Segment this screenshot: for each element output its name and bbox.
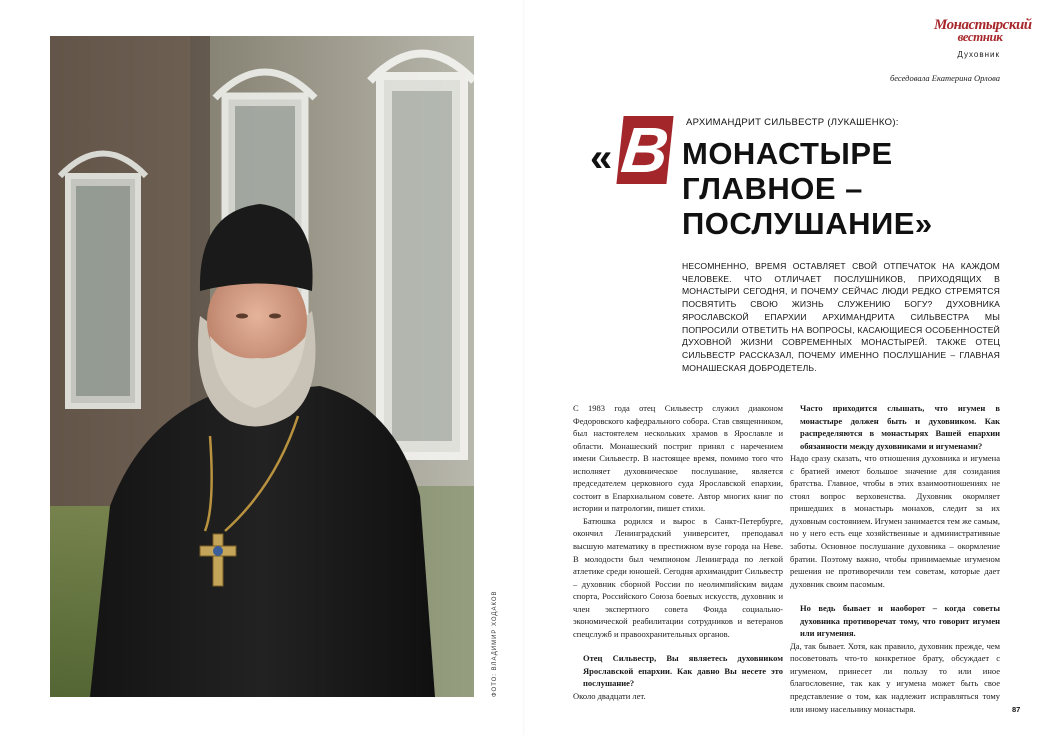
interview-answer: Надо сразу сказать, что отношения духовника и игумена с братией имеют большое значение для созидания братства. Главное, чтобы в этих взаимоотношениях не стоял вопрос верховенства. Духовник окормляет пришедших в монастырь монахов, следит за их духовным состоянием. Игумен занимается тем же самым, но у него есть еще хозяйственные и административные заботы. Основное послушание духовника – окормление братии. Поэтому важно, чтобы принимаемые игуменом решения не противоречили тем советам, которые дает духовник своим пасомым. bbox=[790, 453, 1000, 589]
interview-answer: Около двадцати лет. bbox=[573, 691, 646, 702]
page-number: 87 bbox=[1012, 705, 1021, 714]
logo-line-1: Монастырский bbox=[934, 17, 1032, 33]
headline-line-1: МОНАСТЫРЕ bbox=[682, 136, 893, 171]
interviewer-byline: беседовала Екатерина Орлова bbox=[890, 73, 1000, 83]
interview-answer: Да, так бывает. Хотя, как правило, духовник прежде, чем посоветовать что-то конкретное брату, обсуждает с игуменом, принесет ли пользу то или иное благословение, так как у игумена может быть свое представление о том, как надлежит исправляться тому или иному насельнику монастыря. bbox=[790, 640, 1000, 714]
article-headline bbox=[682, 136, 1012, 241]
portrait-photo bbox=[50, 36, 474, 697]
article-kicker: АРХИМАНДРИТ СИЛЬВЕСТР (ЛУКАШЕНКО): bbox=[686, 117, 899, 128]
headline-line-3: ПОСЛУШАНИЕ» bbox=[682, 206, 933, 241]
body-paragraph: С 1983 года отец Сильвестр служил диаконом Федоровского кафедрального собора. Став священником, был настоятелем нескольких храмов в Ярославле и области. Монашеский постриг принял с наречением имени Сильвестр. В настоящее время, помимо того что исполняет духовническое послушание, является председателем церковного суда Ярославской епархии, состоит в Епархиальном совете. Автор многих книг по истории и патрологии, пишет стихи. bbox=[573, 403, 783, 514]
photo-credit: ФОТО: ВЛАДИМИР ХОДАКОВ bbox=[492, 590, 498, 697]
headline-line-2: ГЛАВНОЕ – bbox=[682, 171, 863, 206]
section-rubric: Духовник bbox=[957, 50, 1000, 59]
interview-question: Часто приходится слышать, что игумен в монастыре должен быть и духовником. Как распределяются в монастырях Вашей епархии обязанности между духовниками и игуменами? bbox=[800, 403, 1000, 451]
spread-gutter bbox=[523, 0, 525, 735]
opening-quote-mark: « bbox=[590, 136, 613, 180]
article-lead: НЕСОМНЕННО, ВРЕМЯ ОСТАВЛЯЕТ СВОЙ ОТПЕЧАТОК НА КАЖДОМ ЧЕЛОВЕКЕ. ЧТО ОТЛИЧАЕТ ПОСЛУШНИКОВ, ПРИХОДЯЩИХ В МОНАСТЫРИ СЕГОДНЯ, И ПОЧЕМУ СЕЙЧАС ЛЮДИ РЕДКО СТРЕМЯТСЯ ПОСВЯТИТЬ СВОЮ ЖИЗНЬ СЛУЖЕНИЮ БОГУ? ДУХОВНИКА ЯРОСЛАВСКОЙ ЕПАРХИИ АРХИМАНДРИТА СИЛЬВЕСТРА МЫ ПОПРОСИЛИ ОТВЕТИТЬ НА ВОПРОСЫ, КАСАЮЩИЕСЯ ОСОБЕННОСТЕЙ ДУХОВНОЙ ЖИЗНИ СОВРЕМЕННЫХ МОНАСТЫРЕЙ. ТАКЖЕ ОТЕЦ СИЛЬВЕСТР РАССКАЗАЛ, ПОЧЕМУ ИМЕННО ПОСЛУШАНИЕ – ГЛАВНАЯ МОНАШЕСКАЯ ДОБРОДЕТЕЛЬ. bbox=[682, 261, 1000, 373]
body-column-2 bbox=[790, 402, 1000, 715]
body-paragraph: Батюшка родился и вырос в Санкт-Петербурге, окончил Ленинградский университет, преподавал высшую математику в престижном вузе города на Неве. В молодости был чемпионом Ленинграда по легкой атлетике среди юношей. Сегодня архимандрит Сильвестр – духовник сборной России по неолимпийским видам спорта, Российского Союза боевых искусств, духовник и член экспертного совета Фонда социально-экономической реабилитации сотрудников и ветеранов спецслужб и правоохранительных органов. bbox=[573, 515, 783, 639]
logo-line-2: вестник bbox=[957, 29, 1003, 44]
interview-question: Но ведь бывает и наоборот – когда советы духовника противоречат тому, что говорит игумен или игумения. bbox=[800, 603, 1000, 639]
drop-cap: В bbox=[618, 114, 672, 186]
interview-question: Отец Сильвестр, Вы являетесь духовником Ярославской епархии. Как давно Вы несете это послушание? bbox=[583, 653, 783, 689]
body-column-1 bbox=[573, 402, 783, 703]
portrait-photo-illustration bbox=[50, 36, 474, 697]
magazine-logo bbox=[934, 17, 1032, 44]
